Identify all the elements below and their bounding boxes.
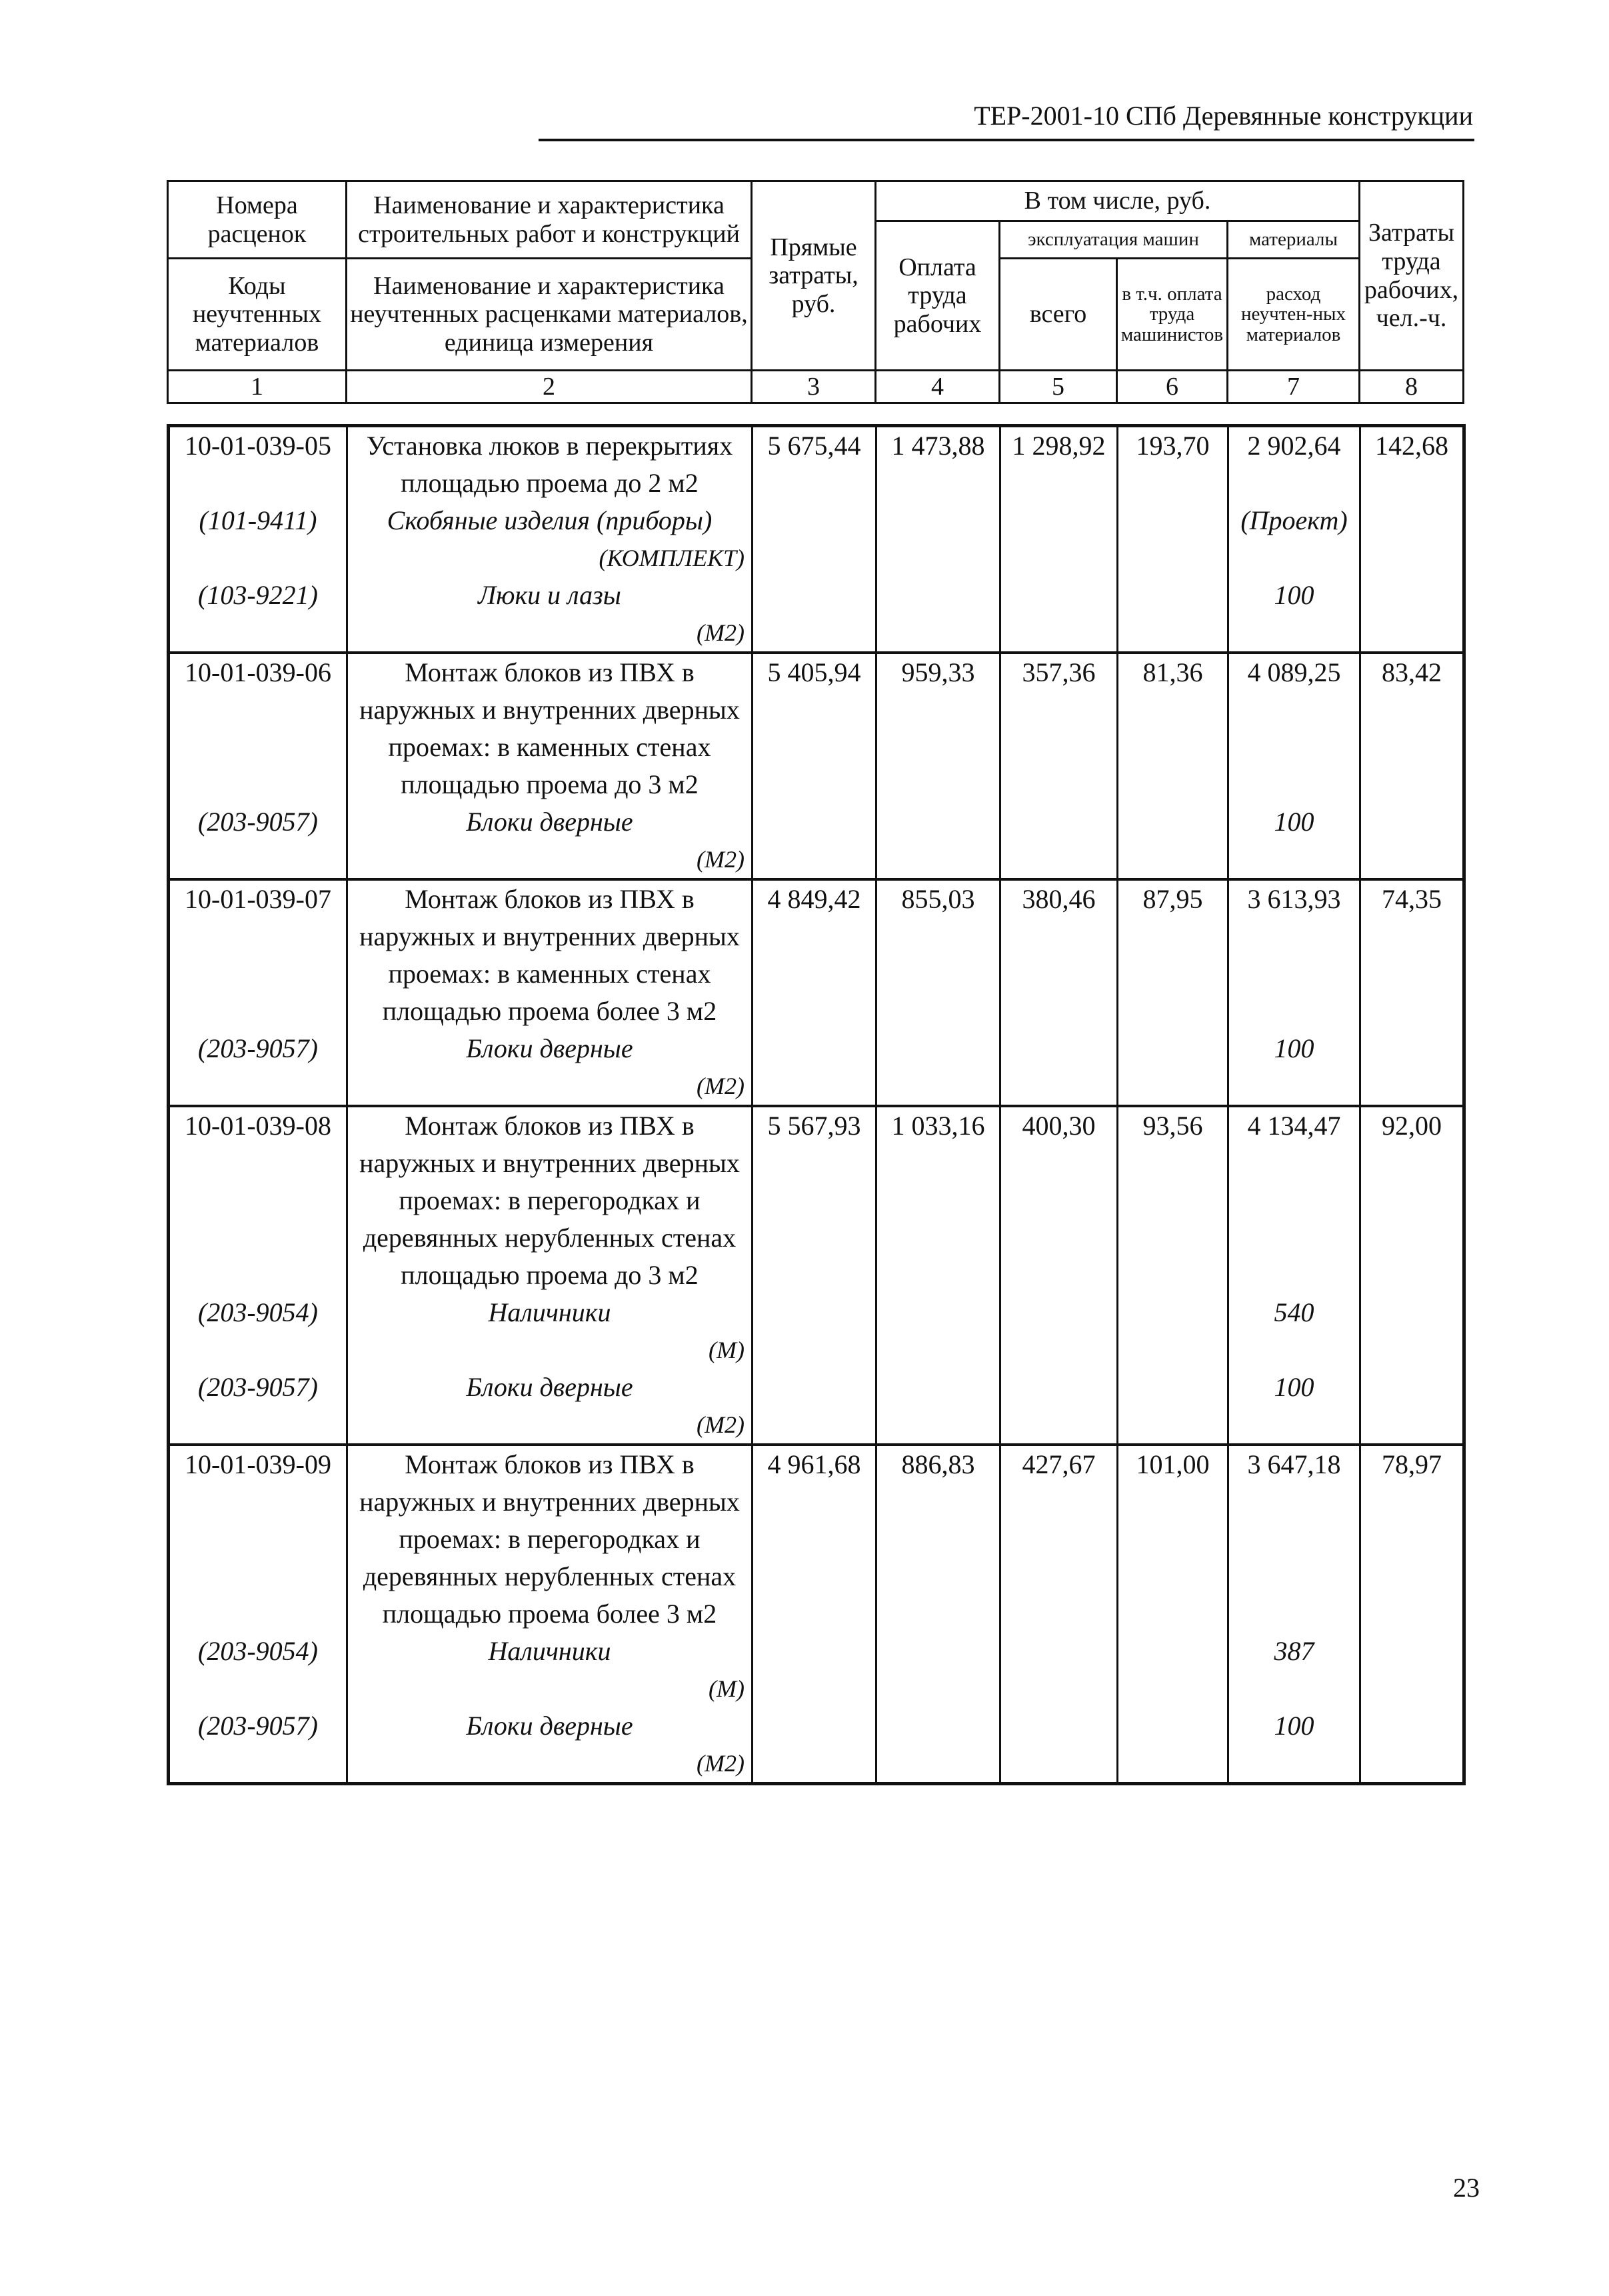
- materials-cost: 4 134,47: [1228, 1106, 1360, 1294]
- material-code: (203-9054): [169, 1633, 347, 1707]
- empty-cell: [1360, 803, 1464, 879]
- machines-total: 1 298,92: [1000, 426, 1118, 503]
- description-line: площадью проема до 2 м2: [401, 468, 699, 498]
- header-material-consumption: расход неучтен-ных материалов: [1228, 259, 1360, 371]
- empty-cell: [1118, 1707, 1228, 1784]
- empty-cell: [753, 1369, 876, 1445]
- rate-row: [169, 879, 1464, 1030]
- rate-code: 10-01-039-07: [169, 879, 347, 1030]
- empty-cell: [753, 1030, 876, 1106]
- labor-hours: 142,68: [1360, 426, 1464, 503]
- description-line: наружных и внутренних дверных: [359, 921, 740, 951]
- empty-cell: [1000, 803, 1118, 879]
- rate-description: [347, 1106, 753, 1294]
- material-code: (101-9411): [169, 502, 347, 577]
- material-unit: (М2): [697, 619, 745, 646]
- material-row: [169, 1707, 1464, 1784]
- labor-pay: 886,83: [876, 1445, 1000, 1633]
- material-unit: (М2): [697, 1073, 745, 1099]
- empty-cell: [753, 1707, 876, 1784]
- material-name: Наличники: [488, 1636, 611, 1666]
- materials-cost: 4 089,25: [1228, 653, 1360, 803]
- material-quantity: 100: [1228, 803, 1360, 879]
- machines-total: 357,36: [1000, 653, 1118, 803]
- material-row: [169, 1030, 1464, 1106]
- rate-code: 10-01-039-08: [169, 1106, 347, 1294]
- direct-costs: 4 961,68: [753, 1445, 876, 1633]
- page-number: 23: [1453, 2173, 1480, 2203]
- empty-cell: [753, 502, 876, 577]
- materials-cost: 3 613,93: [1228, 879, 1360, 1030]
- empty-cell: [753, 577, 876, 653]
- material-quantity: 100: [1228, 577, 1360, 653]
- material-name: Блоки дверные: [466, 1372, 633, 1402]
- material-unit: (М2): [697, 1750, 745, 1777]
- description-line: площадью проема до 3 м2: [401, 769, 699, 799]
- labor-hours: 78,97: [1360, 1445, 1464, 1633]
- empty-cell: [1360, 1369, 1464, 1445]
- description-line: проемах: в перегородках и: [399, 1524, 701, 1554]
- material-name-cell: [347, 577, 753, 653]
- header-materials: материалы: [1228, 221, 1360, 259]
- description-line: наружных и внутренних дверных: [359, 1487, 740, 1517]
- empty-cell: [876, 1369, 1000, 1445]
- empty-cell: [1118, 1294, 1228, 1369]
- machines-total: 400,30: [1000, 1106, 1118, 1294]
- header-machinists-pay: в т.ч. оплата труда машинистов: [1117, 259, 1228, 371]
- header-work-name: Наименование и характеристика строительных работ и конструкций: [347, 181, 752, 259]
- material-name-cell: [347, 1030, 753, 1106]
- description-line: наружных и внутренних дверных: [359, 1148, 740, 1178]
- material-unit: (М2): [697, 1411, 745, 1438]
- empty-cell: [1360, 1707, 1464, 1784]
- header-machines: эксплуатация машин: [1000, 221, 1228, 259]
- material-unit: (М2): [697, 846, 745, 873]
- material-quantity: 100: [1228, 1030, 1360, 1106]
- empty-cell: [1360, 1030, 1464, 1106]
- material-code: (203-9057): [169, 803, 347, 879]
- material-unit: (М): [709, 1337, 745, 1363]
- empty-cell: [1360, 1633, 1464, 1707]
- header-including: В том числе, руб.: [876, 181, 1360, 221]
- header-machines-total: всего: [1000, 259, 1117, 371]
- empty-cell: [1118, 1369, 1228, 1445]
- labor-hours: 74,35: [1360, 879, 1464, 1030]
- description-line: деревянных нерубленных стенах: [363, 1561, 737, 1591]
- material-name-cell: [347, 502, 753, 577]
- empty-cell: [876, 1294, 1000, 1369]
- description-line: Установка люков в перекрытиях: [366, 431, 733, 461]
- rate-code: 10-01-039-09: [169, 1445, 347, 1633]
- empty-cell: [1360, 577, 1464, 653]
- rate-row: [169, 653, 1464, 803]
- machines-total: 380,46: [1000, 879, 1118, 1030]
- material-name: Блоки дверные: [466, 1711, 633, 1741]
- empty-cell: [1360, 1294, 1464, 1369]
- column-number: 8: [1360, 371, 1464, 403]
- empty-cell: [1000, 1633, 1118, 1707]
- rate-description: [347, 426, 753, 503]
- rate-code: 10-01-039-05: [169, 426, 347, 503]
- empty-cell: [1118, 577, 1228, 653]
- empty-cell: [1000, 1030, 1118, 1106]
- labor-hours: 92,00: [1360, 1106, 1464, 1294]
- column-number: 1: [168, 371, 347, 403]
- material-name: Блоки дверные: [466, 1033, 633, 1063]
- material-name: Наличники: [488, 1297, 611, 1327]
- material-name: Скобяные изделия (приборы): [387, 505, 713, 535]
- material-unit: (М): [709, 1675, 745, 1702]
- header-material-codes: Коды неучтенных материалов: [168, 259, 347, 371]
- material-name-cell: [347, 1369, 753, 1445]
- direct-costs: 5 405,94: [753, 653, 876, 803]
- material-row: [169, 1294, 1464, 1369]
- material-row: [169, 502, 1464, 577]
- labor-pay: 1 473,88: [876, 426, 1000, 503]
- header-labor-hours: Затраты труда рабочих, чел.-ч.: [1360, 181, 1464, 371]
- direct-costs: 5 567,93: [753, 1106, 876, 1294]
- description-line: Монтаж блоков из ПВХ в: [405, 884, 695, 914]
- machinists-pay: 101,00: [1118, 1445, 1228, 1633]
- empty-cell: [753, 1633, 876, 1707]
- material-name-cell: [347, 803, 753, 879]
- running-title: ТЕР-2001-10 СПб Деревянные конструкции: [974, 101, 1473, 131]
- material-name-cell: [347, 1294, 753, 1369]
- material-code: (203-9057): [169, 1707, 347, 1784]
- labor-pay: 855,03: [876, 879, 1000, 1030]
- header-material-name: Наименование и характеристика неучтенных расценками материалов, единица измерения: [347, 259, 752, 371]
- labor-hours: 83,42: [1360, 653, 1464, 803]
- column-number: 4: [876, 371, 1000, 403]
- empty-cell: [1118, 502, 1228, 577]
- header-labor-pay: Оплата труда рабочих: [876, 221, 1000, 371]
- material-quantity: (Проект): [1228, 502, 1360, 577]
- machinists-pay: 93,56: [1118, 1106, 1228, 1294]
- rate-description: [347, 653, 753, 803]
- empty-cell: [876, 1633, 1000, 1707]
- rates-table: [167, 424, 1466, 1785]
- column-number: 6: [1117, 371, 1228, 403]
- machinists-pay: 193,70: [1118, 426, 1228, 503]
- material-name-cell: [347, 1633, 753, 1707]
- material-quantity: 100: [1228, 1369, 1360, 1445]
- empty-cell: [753, 1294, 876, 1369]
- description-line: проемах: в перегородках и: [399, 1185, 701, 1215]
- material-row: [169, 577, 1464, 653]
- empty-cell: [753, 803, 876, 879]
- material-row: [169, 1369, 1464, 1445]
- empty-cell: [1118, 1030, 1228, 1106]
- rate-row: [169, 1106, 1464, 1294]
- empty-cell: [1360, 502, 1464, 577]
- material-name-cell: [347, 1707, 753, 1784]
- column-number: 7: [1228, 371, 1360, 403]
- machinists-pay: 81,36: [1118, 653, 1228, 803]
- material-quantity: 100: [1228, 1707, 1360, 1784]
- empty-cell: [1000, 1294, 1118, 1369]
- material-code: (203-9057): [169, 1030, 347, 1106]
- material-code: (203-9057): [169, 1369, 347, 1445]
- empty-cell: [1000, 1707, 1118, 1784]
- materials-cost: 2 902,64: [1228, 426, 1360, 503]
- column-number: 5: [1000, 371, 1117, 403]
- description-line: проемах: в каменных стенах: [388, 732, 711, 762]
- material-unit: (КОМПЛЕКТ): [599, 545, 745, 571]
- description-line: площадью проема более 3 м2: [382, 1599, 717, 1629]
- materials-cost: 3 647,18: [1228, 1445, 1360, 1633]
- material-row: [169, 803, 1464, 879]
- empty-cell: [1000, 502, 1118, 577]
- column-number: 2: [347, 371, 752, 403]
- machines-total: 427,67: [1000, 1445, 1118, 1633]
- empty-cell: [876, 1707, 1000, 1784]
- description-line: Монтаж блоков из ПВХ в: [405, 1449, 695, 1479]
- description-line: наружных и внутренних дверных: [359, 695, 740, 725]
- direct-costs: 4 849,42: [753, 879, 876, 1030]
- direct-costs: 5 675,44: [753, 426, 876, 503]
- material-name: Люки и лазы: [478, 580, 621, 610]
- empty-cell: [876, 1030, 1000, 1106]
- empty-cell: [876, 502, 1000, 577]
- labor-pay: 959,33: [876, 653, 1000, 803]
- material-quantity: 387: [1228, 1633, 1360, 1707]
- table-header: [167, 180, 1464, 404]
- empty-cell: [1118, 1633, 1228, 1707]
- description-line: площадью проема до 3 м2: [401, 1260, 699, 1290]
- empty-cell: [876, 577, 1000, 653]
- header-rate-numbers: Номера расценок: [168, 181, 347, 259]
- header-direct-costs: Прямые затраты, руб.: [752, 181, 876, 371]
- description-line: Монтаж блоков из ПВХ в: [405, 1111, 695, 1141]
- rate-description: [347, 879, 753, 1030]
- column-number: 3: [752, 371, 876, 403]
- description-line: деревянных нерубленных стенах: [363, 1223, 737, 1253]
- material-name: Блоки дверные: [466, 807, 633, 837]
- empty-cell: [1118, 803, 1228, 879]
- labor-pay: 1 033,16: [876, 1106, 1000, 1294]
- material-code: (103-9221): [169, 577, 347, 653]
- description-line: Монтаж блоков из ПВХ в: [405, 657, 695, 687]
- empty-cell: [1000, 1369, 1118, 1445]
- material-row: [169, 1633, 1464, 1707]
- title-rule: [539, 139, 1474, 141]
- description-line: площадью проема более 3 м2: [382, 996, 717, 1026]
- material-code: (203-9054): [169, 1294, 347, 1369]
- material-quantity: 540: [1228, 1294, 1360, 1369]
- machinists-pay: 87,95: [1118, 879, 1228, 1030]
- rate-row: [169, 1445, 1464, 1633]
- rate-code: 10-01-039-06: [169, 653, 347, 803]
- description-line: проемах: в каменных стенах: [388, 959, 711, 989]
- rate-row: [169, 426, 1464, 503]
- empty-cell: [1000, 577, 1118, 653]
- empty-cell: [876, 803, 1000, 879]
- column-number-row: [168, 371, 1464, 403]
- rate-description: [347, 1445, 753, 1633]
